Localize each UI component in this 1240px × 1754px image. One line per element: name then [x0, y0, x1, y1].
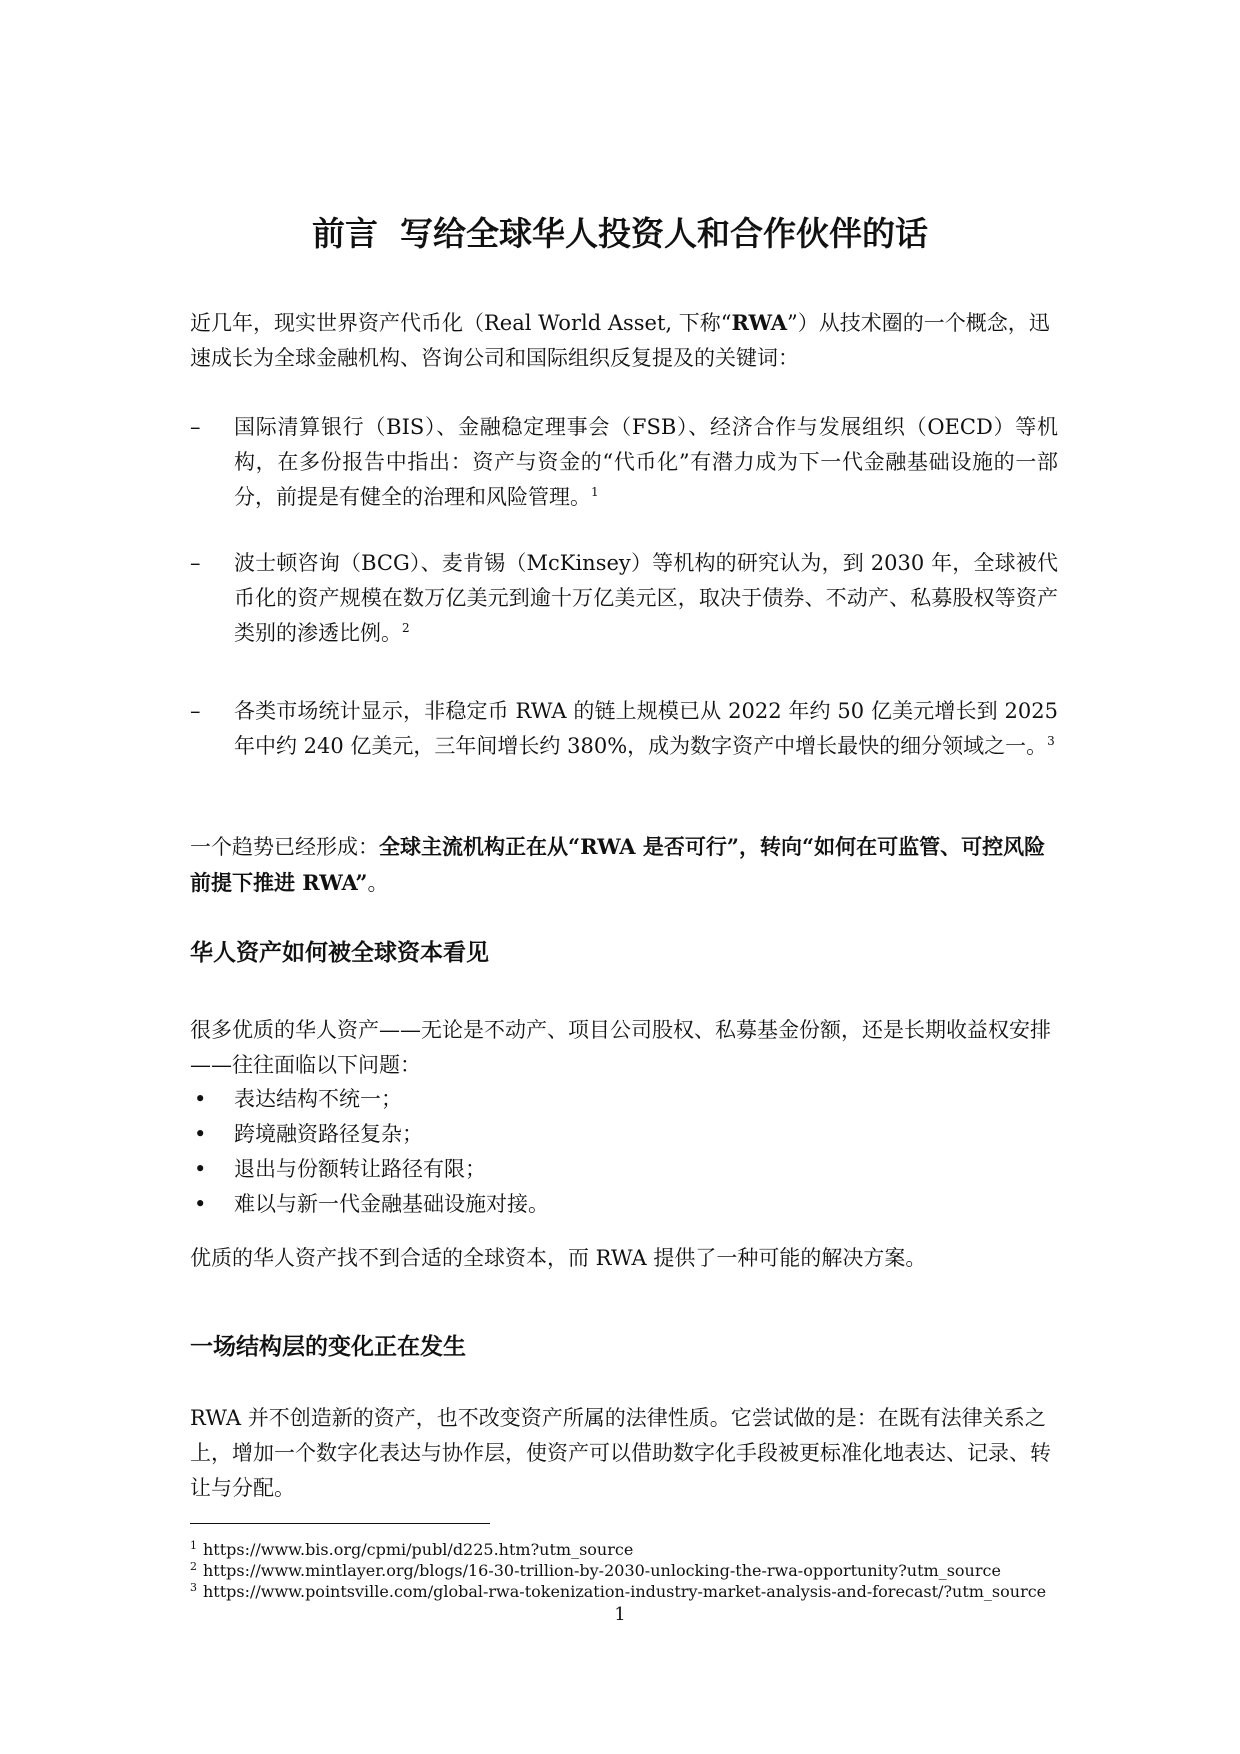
footnote-divider [190, 1523, 490, 1524]
list-item: • 退出与份额转让路径有限； [194, 1157, 486, 1181]
problem-list [190, 1082, 1058, 1222]
dash-item-market-stats: – 各类市场统计显示，非稳定币 RWA 的链上规模已从 2022 年约 50 亿美元增长到 2025 年中约 240 亿美元，三年间增长约 380%，成为数字资产中增长最快的细分领域之一。$^3$ [190, 699, 1058, 758]
title-prefix: 前言 [312, 214, 378, 253]
page-title [0, 212, 1240, 256]
footnote-ref-1: 1 [591, 485, 599, 499]
footnote-2: $^2$ https://www.mintlayer.org/blogs/16-30-trillion-by-2030-unlocking-the-rwa-opportunity?utm_source [190, 1559, 1001, 1580]
footnote-ref-3: 3 [1047, 734, 1055, 748]
footnote-3: $^3$ https://www.pointsville.com/global-rwa-tokenization-industry-market-analysis-and-forecast/?utm_source [190, 1580, 1047, 1601]
list-item: • 表达结构不统一； [194, 1087, 402, 1111]
footnote-ref-2: 2 [402, 621, 410, 635]
section-heading-structural-change: 一场结构层的变化正在发生 [190, 1334, 466, 1360]
list-item: • 难以与新一代金融基础设施对接。 [194, 1192, 549, 1216]
section2-paragraph: RWA 并不创造新的资产，也不改变资产所属的法律性质。它尝试做的是：在既有法律关系之上，增加一个数字化表达与协作层，使资产可以借助数字化手段被更标准化地表达、记录、转让与分配。 [190, 1406, 1051, 1500]
dash-item-bis: – 国际清算银行（BIS）、金融稳定理事会（FSB）、经济合作与发展组织（OECD）等机构，在多份报告中指出：资产与资金的“代币化”有潜力成为下一代金融基础设施的一部分，前提是有健全的治理和风险管理。$^1$ [190, 415, 1058, 509]
trend-emphasis: 全球主流机构正在从“RWA 是否可行”，转向“如何在可监管、可控风险前提下推进 RWA” [190, 834, 1046, 895]
list-item: • 跨境融资路径复杂； [194, 1122, 423, 1146]
rwa-term: RWA [731, 310, 788, 335]
title-main: 写给全球华人投资人和合作伙伴的话 [400, 214, 928, 253]
section-heading-chinese-assets: 华人资产如何被全球资本看见 [190, 940, 489, 966]
footnotes [190, 1539, 1090, 1602]
section1-paragraph: 很多优质的华人资产——无论是不动产、项目公司股权、私募基金份额，还是长期收益权安排——往往面临以下问题： [190, 1018, 1051, 1077]
trend-paragraph: 一个趋势已经形成：全球主流机构正在从“RWA 是否可行”，转向“如何在可监管、可控风险前提下推进 RWA”。 [190, 834, 1046, 895]
footnote-1: $^1$ https://www.bis.org/cpmi/publ/d225.htm?utm_source [190, 1538, 634, 1559]
section1-closing: 优质的华人资产找不到合适的全球资本，而 RWA 提供了一种可能的解决方案。 [190, 1246, 927, 1270]
dash-item-bcg: – 波士顿咨询（BCG）、麦肯锡（McKinsey）等机构的研究认为，到 2030 年，全球被代币化的资产规模在数万亿美元到逾十万亿美元区，取决于债券、不动产、私募股权等资产类别的渗透比例。$^2$ [190, 551, 1058, 645]
intro-paragraph: 近几年，现实世界资产代币化（Real World Asset, 下称“RWA”）从技术圈的一个概念，迅速成长为全球金融机构、咨询公司和国际组织反复提及的关键词： [190, 310, 1050, 370]
page-number: 1 [614, 1604, 626, 1625]
